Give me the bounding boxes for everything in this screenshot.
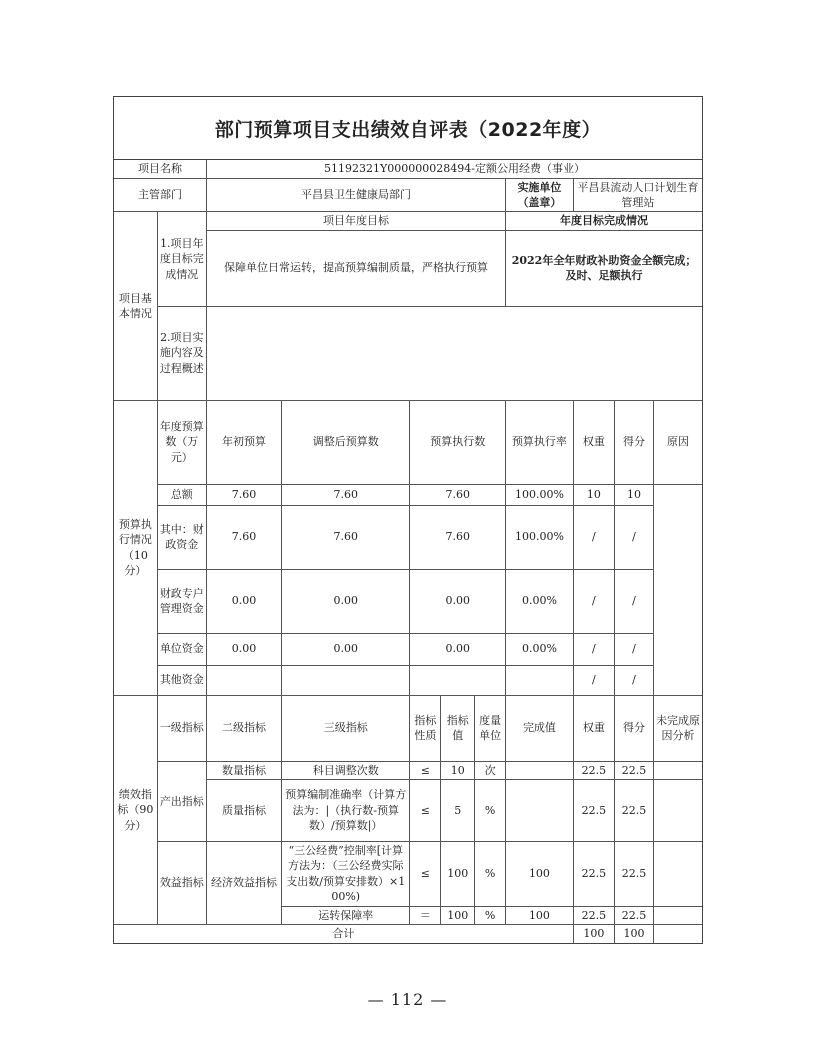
perf-score: 22.5 [614,780,653,842]
perf-header-l3: 三级指标 [282,695,410,761]
impl-label: 2.项目实施内容及过程概述 [157,306,206,400]
department-row [114,178,702,212]
perf-done [506,780,574,842]
department-label: 主管部门 [114,178,206,212]
perf-nature: ≤ [410,780,441,842]
project-name-row [114,160,702,178]
budget-score: / [614,569,653,633]
budget-row-label: 财政专户管理资金 [157,569,206,633]
budget-rate: 0.00% [506,633,574,665]
budget-header-annual: 年度预算数（万元） [157,400,206,484]
perf-l3: “三公经费”控制率[计算方法为：（三公经费实际支出数/预算安排数）×100%) [282,842,410,907]
perf-score: 22.5 [614,906,653,924]
budget-row-label: 总额 [157,484,206,505]
budget-row-label: 其他资金 [157,665,206,695]
budget-initial: 7.60 [206,484,281,505]
perf-header-unit: 度量单位 [475,695,506,761]
perf-reason [654,780,702,842]
perf-l2: 数量指标 [206,761,281,779]
perf-unit: % [475,780,506,842]
budget-row [114,505,702,569]
budget-score: / [614,505,653,569]
budget-header-score: 得分 [614,400,653,484]
total-score: 100 [614,925,653,943]
budget-weight: / [573,665,614,695]
budget-initial [206,665,281,695]
budget-score: 10 [614,484,653,505]
budget-rate: 100.00% [506,505,574,569]
budget-initial: 0.00 [206,569,281,633]
impl-unit-value: 平昌县流动人口计划生育管理站 [573,178,702,212]
perf-header-l2: 二级指标 [206,695,281,761]
budget-row [114,633,702,665]
page-title: 部门预算项目支出绩效自评表（2022年度） [114,97,702,160]
perf-header-reason: 未完成原因分析 [654,695,702,761]
impl-row [114,306,702,400]
perf-weight: 22.5 [573,761,614,779]
budget-header-adjusted: 调整后预算数 [282,400,410,484]
perf-weight: 22.5 [573,906,614,924]
perf-unit: 次 [475,761,506,779]
evaluation-table-frame [113,96,703,944]
goal-label: 1.项目年度目标完成情况 [157,212,206,306]
budget-header-weight: 权重 [573,400,614,484]
output-label: 产出指标 [157,761,206,841]
impl-text [206,306,702,400]
impl-unit-label: 实施单位（盖章） [506,178,574,212]
budget-adjusted: 0.00 [282,633,410,665]
perf-l2: 经济效益指标 [206,842,281,925]
perf-nature: ≤ [410,761,441,779]
budget-score: / [614,633,653,665]
project-name-label: 项目名称 [114,160,206,178]
budget-header-rate: 预算执行率 [506,400,574,484]
budget-rate [506,665,574,695]
total-weight: 100 [573,925,614,943]
perf-header-value: 指标值 [441,695,475,761]
evaluation-table [114,160,702,943]
perf-reason [654,906,702,924]
budget-row-label: 单位资金 [157,633,206,665]
budget-initial: 7.60 [206,505,281,569]
perf-value: 100 [441,906,475,924]
perf-unit: % [475,906,506,924]
perf-weight: 22.5 [573,842,614,907]
perf-score: 22.5 [614,761,653,779]
total-row [114,925,702,943]
perf-header-weight: 权重 [573,695,614,761]
budget-adjusted [282,665,410,695]
page-number: — 112 — [367,990,448,1009]
perf-header-row [114,695,702,761]
goal-status-text: 2022年全年财政补助资金全额完成；及时、足额执行 [506,230,702,306]
perf-nature: ≤ [410,842,441,907]
budget-initial: 0.00 [206,633,281,665]
budget-executed: 0.00 [410,633,506,665]
budget-header-executed: 预算执行数 [410,400,506,484]
budget-row-label: 其中：财政资金 [157,505,206,569]
budget-adjusted: 0.00 [282,569,410,633]
perf-reason [654,842,702,907]
perf-value: 5 [441,780,475,842]
budget-weight: / [573,633,614,665]
total-reason [654,925,702,943]
budget-weight: 10 [573,484,614,505]
perf-header-nature: 指标性质 [410,695,441,761]
perf-header-done: 完成值 [506,695,574,761]
perf-done: 100 [506,906,574,924]
perf-row [114,761,702,779]
budget-executed: 7.60 [410,484,506,505]
perf-l3: 科目调整次数 [282,761,410,779]
perf-unit: % [475,842,506,907]
perf-value: 100 [441,842,475,907]
budget-section-label: 预算执行情况（10分） [114,400,157,695]
perf-done: 100 [506,842,574,907]
perf-section-label: 绩效指标（90分） [114,695,157,924]
budget-row [114,665,702,695]
department-value: 平昌县卫生健康局部门 [206,178,505,212]
project-name-value: 51192321Y000000028494-定额公用经费（事业） [206,160,702,178]
budget-rate: 0.00% [506,569,574,633]
perf-done [506,761,574,779]
budget-executed: 0.00 [410,569,506,633]
budget-header-row [114,400,702,484]
budget-rate: 100.00% [506,484,574,505]
goal-header: 项目年度目标 [206,212,505,230]
budget-score: / [614,665,653,695]
budget-adjusted: 7.60 [282,505,410,569]
perf-l3: 预算编制准确率（计算方法为：|（执行数-预算数）/预算数|） [282,780,410,842]
perf-row [114,842,702,907]
budget-weight: / [573,505,614,569]
perf-nature: ＝ [410,906,441,924]
budget-row [114,484,702,505]
budget-weight: / [573,569,614,633]
perf-score: 22.5 [614,842,653,907]
goal-text: 保障单位日常运转，提高预算编制质量，严格执行预算 [206,230,505,306]
perf-header-l1: 一级指标 [157,695,206,761]
budget-reason [654,484,702,695]
goal-status-header: 年度目标完成情况 [506,212,702,230]
perf-header-score: 得分 [614,695,653,761]
goal-header-row [114,212,702,230]
budget-row [114,569,702,633]
budget-header-reason: 原因 [654,400,702,484]
budget-executed [410,665,506,695]
perf-value: 10 [441,761,475,779]
benefit-label: 效益指标 [157,842,206,925]
perf-weight: 22.5 [573,780,614,842]
basic-info-label: 项目基本情况 [114,212,157,400]
budget-adjusted: 7.60 [282,484,410,505]
perf-l2: 质量指标 [206,780,281,842]
budget-header-initial: 年初预算 [206,400,281,484]
perf-l3: 运转保障率 [282,906,410,924]
budget-executed: 7.60 [410,505,506,569]
total-label: 合计 [114,925,573,943]
perf-reason [654,761,702,779]
